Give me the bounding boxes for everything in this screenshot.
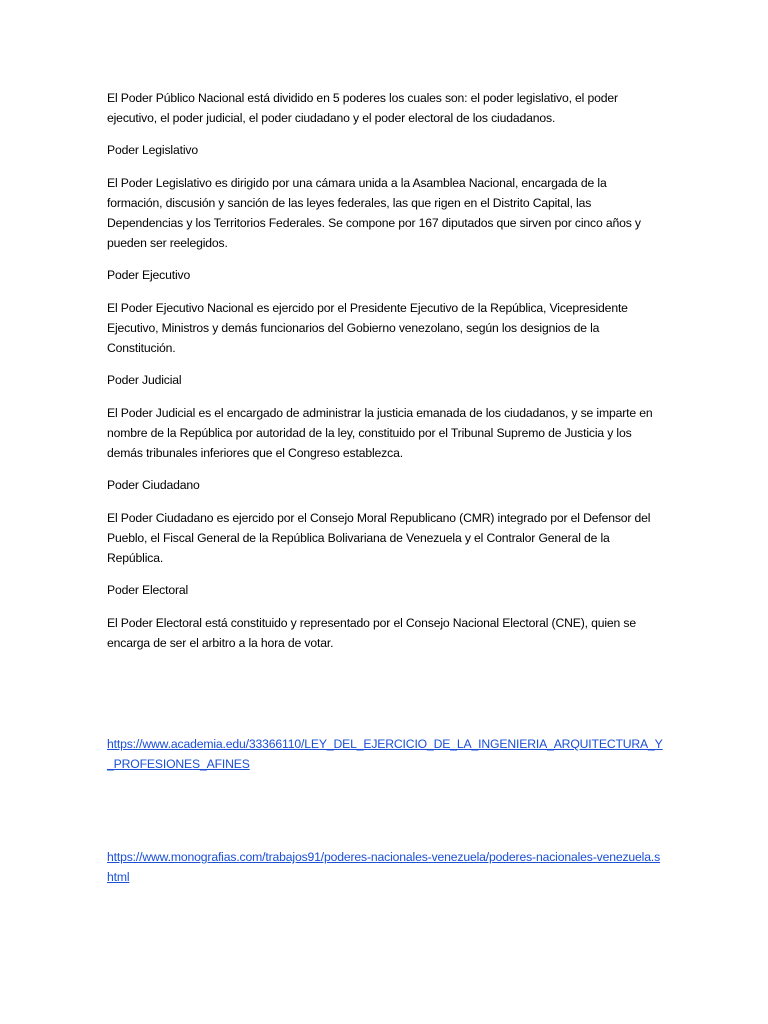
paragraph-poder-electoral: El Poder Electoral está constituido y representado por el Consejo Nacional Electoral (CNE), quien se encarga de ser el arbitro a la hora de votar. (107, 616, 636, 650)
heading-poder-ejecutivo: Poder Ejecutivo (107, 268, 191, 282)
link-monografias[interactable]: https://www.monografias.com/trabajos91/poderes-nacionales-venezuela/poderes-nacionales-venezuela.shtml (107, 850, 661, 884)
link-academia[interactable]: https://www.academia.edu/33366110/LEY_DEL_EJERCICIO_DE_LA_INGENIERIA_ARQUITECTURA_Y_PROFESIONES_AFINES (107, 737, 663, 771)
paragraph-poder-judicial: El Poder Judicial es el encargado de administrar la justicia emanada de los ciudadanos, y se imparte en nombre de la República por autoridad de la ley, constituido por el Tribunal Supremo de Justicia y los demás tribunales inferiores que el Congreso establezca. (107, 406, 653, 460)
intro-paragraph: El Poder Público Nacional está dividido en 5 poderes los cuales son: el poder legislativo, el poder ejecutivo, el poder judicial, el poder ciudadano y el poder electoral de los ciudadanos. (107, 91, 618, 125)
heading-poder-judicial: Poder Judicial (107, 373, 182, 387)
paragraph-poder-legislativo: El Poder Legislativo es dirigido por una cámara unida a la Asamblea Nacional, encargada de la formación, discusión y sanción de las leyes federales, las que rigen en el Distrito Capital, las Dependencias y los Territorios Federales. Se compone por 167 diputados que sirven por cinco años y pueden ser reelegidos. (107, 176, 641, 250)
heading-poder-legislativo: Poder Legislativo (107, 143, 198, 157)
paragraph-poder-ejecutivo: El Poder Ejecutivo Nacional es ejercido por el Presidente Ejecutivo de la República, Vicepresidente Ejecutivo, Ministros y demás funcionarios del Gobierno venezolano, según los designios de la Constitución. (107, 301, 628, 355)
heading-poder-ciudadano: Poder Ciudadano (107, 478, 200, 492)
document-page (107, 88, 663, 887)
heading-poder-electoral: Poder Electoral (107, 583, 189, 597)
paragraph-poder-ciudadano: El Poder Ciudadano es ejercido por el Consejo Moral Republicano (CMR) integrado por el Defensor del Pueblo, el Fiscal General de la República Bolivariana de Venezuela y el Contralor General de la República. (107, 511, 651, 565)
